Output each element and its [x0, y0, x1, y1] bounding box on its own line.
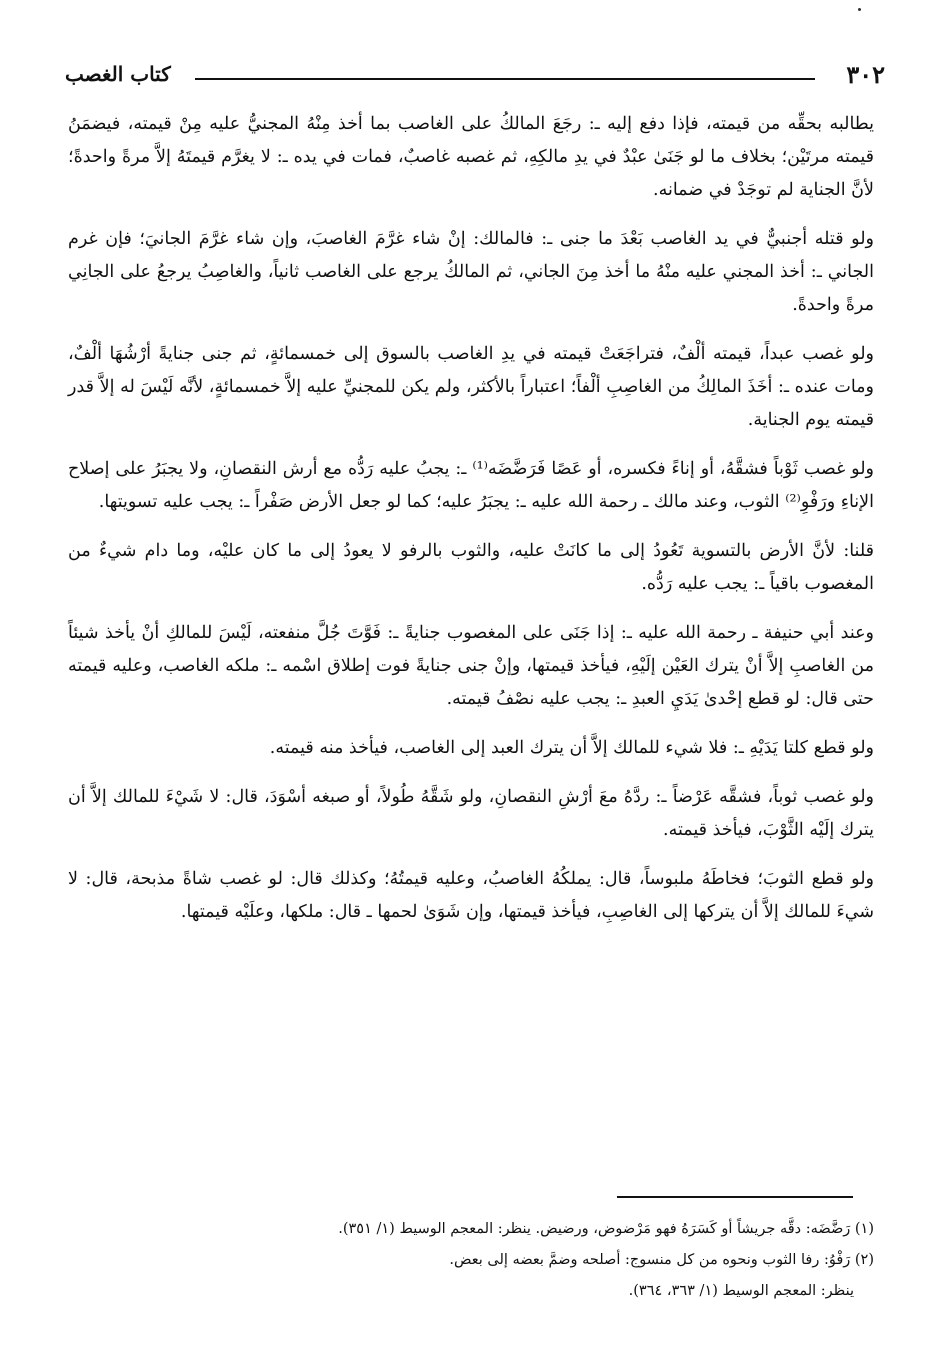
footnote-rule	[617, 1196, 853, 1198]
book-title: كتاب الغصب	[65, 62, 171, 86]
paragraph: يطالبه بحقِّه من قيمته، فإذا دفع إليه ـ: رجَعَ المالكُ على الغاصب بما أخذ مِنْهُ المجنيُّ عليه مِنْ قيمته، فيضمَنُ قيمته مرتَيْن؛ بخلاف ما لو جَنَىٰ عبْدٌ في يدِ مالكِهِ، ثم غصبه غاصبٌ، فمات في يده ـ: لا يغرَّم قيمتَهُ إلاَّ مرةً واحدةً؛ لأنَّ الجناية لم توجَدْ في ضمانه.	[68, 114, 874, 200]
paragraph: ولو غصب ثَوْباً فشقَّهُ، أو إناءً فكسره، أو عَصًا فَرَضَّضَه⁽¹⁾ ـ: يجبُ عليه رَدُّه مع أرش النقصانِ، ولا يجبَرُ على إصلاح الإناءِ ورَفْوِ⁽²⁾ الثوب، وعند مالك ـ رحمة الله عليه ـ: يجبَرُ عليه؛ كما لو جعل الأرض صَفْراً ـ: يجب عليه تسويتها.	[68, 459, 875, 512]
paragraph: ولو غصب ثوباً، فشقَّه عَرْضاً ـ: ردَّهُ معَ أرْشِ النقصانِ، ولو شَقَّهُ طُولاً، أو صبغه أسْوَدَ، قال: لا شَيْءَ للمالك إلاَّ أن يترك إلَيْه الثَّوْبَ، فيأخذ قيمته.	[68, 787, 874, 840]
paragraph: ولو قتله أجنبيٌّ في يد الغاصب بَعْدَ ما جنى ـ: فالمالك: إنْ شاء غرَّمَ الغاصبَ، وإن شاء غرَّمَ الجانيَ؛ فإن غرم الجاني ـ: أخذ المجني عليه منْهُ ما أخذ مِنَ الجاني، ثم المالكُ يرجع على الغاصب ثانياً، والغاصِبُ يرجعُ على الجانِي مرةً واحدةً.	[68, 229, 874, 315]
paragraph: ولو قطع الثوبَ؛ فخاطَهُ ملبوساً، قال: يملكُهُ الغاصبُ، وعليه قيمتُهُ؛ وكذلك قال: لو غصب شاةً مذبحة، قال: لا شيءَ للمالك إلاَّ أن يتركها إلى الغاصِبِ، فيأخذ قيمتها، وإن شَوَىٰ لحمها ـ قال: ملكها، وعلَيْه قيمتها.	[68, 869, 874, 922]
paragraph: ولو قطع كلتا يَدَيْهِ ـ: فلا شيء للمالك إلاَّ أن يترك العبد إلى الغاصب، فيأخذ منه قيمته.	[269, 738, 874, 758]
footnote-2: (٢) رَفْوُ: رفا الثوب ونحوه من كل منسوج: أصلحه وضمَّ بعضه إلى بعض.	[449, 1252, 874, 1268]
paragraph: قلنا: لأنَّ الأرض بالتسوية تَعُودُ إلى ما كانَتْ عليه، والثوب بالرفو لا يعودُ إلى ما كان عليْه، وما دام شيءٌ من المغصوب باقياً ـ: يجب عليه رَدُّه.	[68, 541, 874, 594]
page-header	[65, 60, 885, 100]
paragraph: ولو غصب عبداً، قيمته ألْفٌ، فتراجَعَتْ قيمته في يدِ الغاصب بالسوق إلى خمسمائةٍ، ثم جنى جنايةً أرْشُهَا ألْفٌ، ومات عنده ـ: أخَذَ المالِكُ من الغاصِبِ ألْفاً؛ اعتباراً بالأكثر، ولم يكن للمجنيِّ عليه إلاَّ خمسمائةٍ، لأنَّه لَيْسَ له إلاَّ قدر قيمته يوم الجناية.	[68, 344, 874, 430]
main-text	[68, 108, 874, 945]
stray-dot	[858, 8, 861, 11]
page-number: ٣٠٢	[846, 60, 885, 89]
paragraph: وعند أبي حنيفة ـ رحمة الله عليه ـ: إذا جَنَى على المغصوب جنايةً ـ: فَوَّتَ جُلَّ منفعته، لَيْسَ للمالكِ أنْ يأخذ شيئاً من الغاصبِ إلاَّ أنْ يترك العَيْن إلَيْهِ، فيأخذ قيمتها، وإنْ جنى جنايةً فوت إطلاق اسْمه ـ: ملكه الغاصب، وعليه قيمته حتى قال: لو قطع إحْدىٰ يَدَيِ العبدِ ـ: يجب عليه نصْفُ قيمته.	[68, 623, 874, 709]
footnote-2-reference: ينظر: المعجم الوسيط (١/ ٣٦٣، ٣٦٤).	[628, 1283, 854, 1299]
footnote-1: (١) رَضَّضَه: دقَّه جريشاً أو كَسَرَهُ فهو مَرْضوض، ورضيض. ينظر: المعجم الوسيط (١/ ٣٥١).	[338, 1221, 874, 1237]
header-rule	[195, 78, 815, 80]
footnotes	[80, 1214, 874, 1307]
